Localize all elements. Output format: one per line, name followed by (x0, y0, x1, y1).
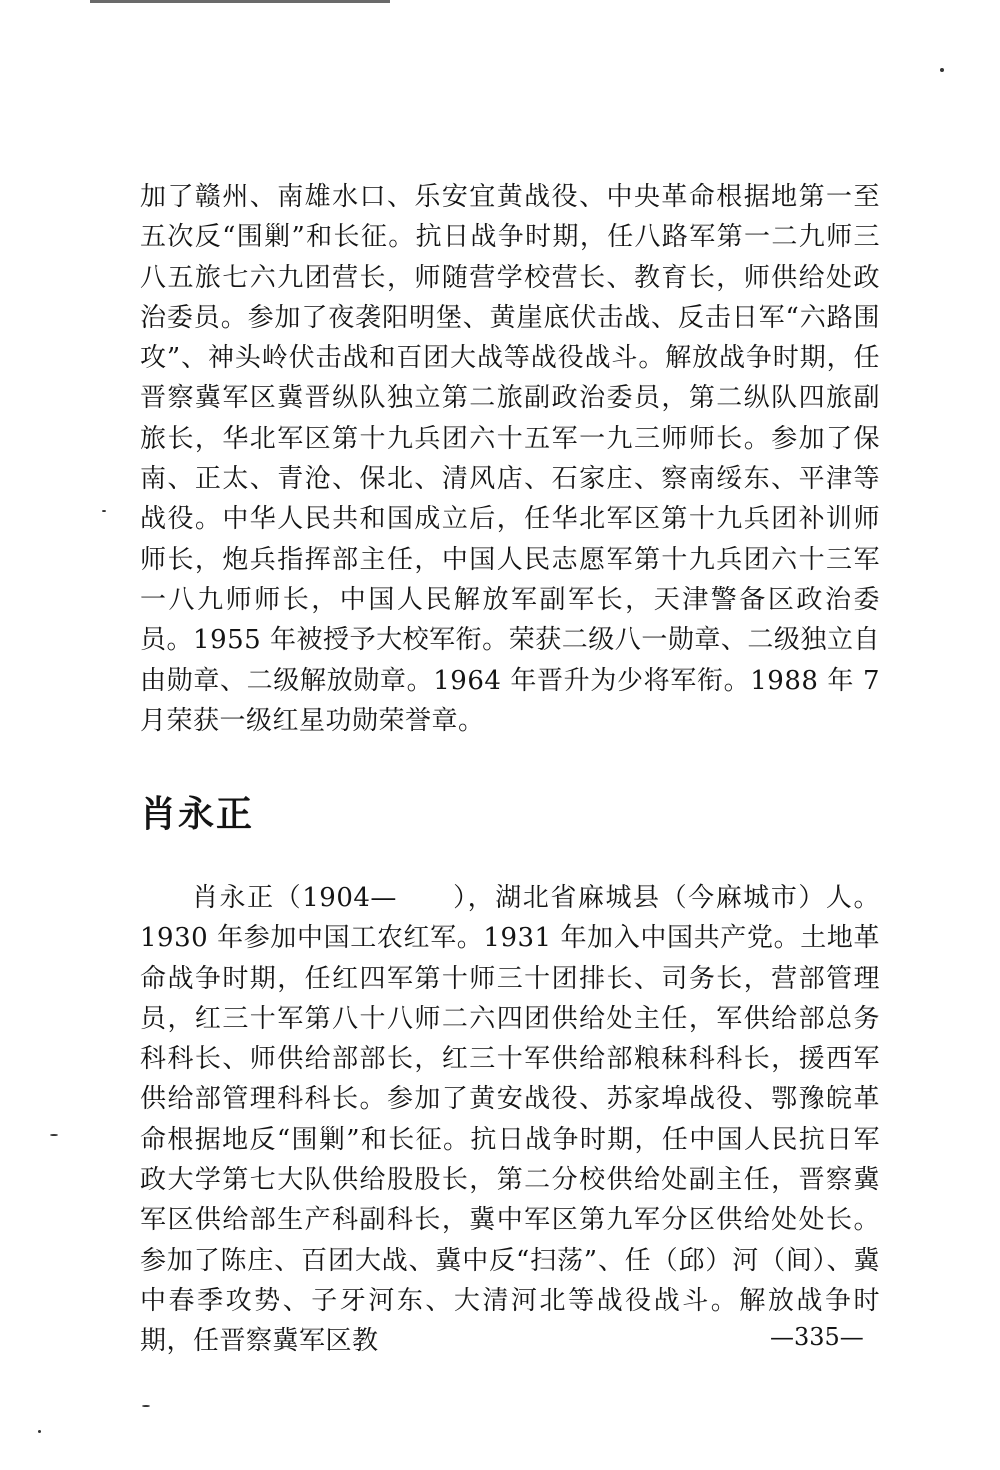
top-scan-rule (90, 0, 390, 3)
page-number: —335— (770, 1323, 864, 1351)
scan-speck (102, 510, 106, 512)
section-heading: 肖永正 (140, 794, 255, 835)
scan-speck (940, 68, 944, 72)
scan-speck (50, 1134, 58, 1136)
biography-paragraph: 肖永正（1904— ），湖北省麻城县（今麻城市）人。1930 年参加中国工农红军。1931 年加入中国共产党。土地革命战争时期，任红四军第十师三十团排长、司务长，营部管理员，红三十军第八十八师二六四团供给处主任，军供给部总务科科长、师供给部部长，红三十军供给部粮秣科科长，援西军供给部管理科科长。参加了黄安战役、苏家埠战役、鄂豫皖革命根据地反“围剿”和长征。抗日战争时期，任中国人民抗日军政大学第七大队供给股股长，第二分校供给处副主任，晋察冀军区供给部生产科副科长，冀中军区第九军分区供给处处长。参加了陈庄、百团大战、冀中反“扫荡”、任（邱）河（间）、冀中春季攻势、子牙河东、大清河北等战役战斗。解放战争时期，任晋察冀军区教 (140, 883, 880, 1357)
scan-speck (38, 1430, 41, 1433)
scan-speck (142, 1405, 150, 1407)
continuation-paragraph: 加了赣州、南雄水口、乐安宜黄战役、中央革命根据地第一至五次反“围剿”和长征。抗日战争时期，任八路军第一二九师三八五旅七六九团营长，师随营学校营长、教育长，师供给处政治委员。参加了夜袭阳明堡、黄崖底伏击战、反击日军“六路围攻”、神头岭伏击战和百团大战等战役战斗。解放战争时期，任晋察冀军区冀晋纵队独立第二旅副政治委员，第二纵队四旅副旅长，华北军区第十九兵团六十五军一九三师师长。参加了保南、正太、青沧、保北、清风店、石家庄、察南绥东、平津等战役。中华人民共和国成立后，任华北军区第十九兵团补训师师长，炮兵指挥部主任，中国人民志愿军第十九兵团六十三军一八九师师长，中国人民解放军副军长，天津警备区政治委员。1955 年被授予大校军衔。荣获二级八一勋章、二级独立自由勋章、二级解放勋章。1964 年晋升为少将军衔。1988 年 7 月荣获一级红星功勋荣誉章。 (140, 182, 880, 736)
